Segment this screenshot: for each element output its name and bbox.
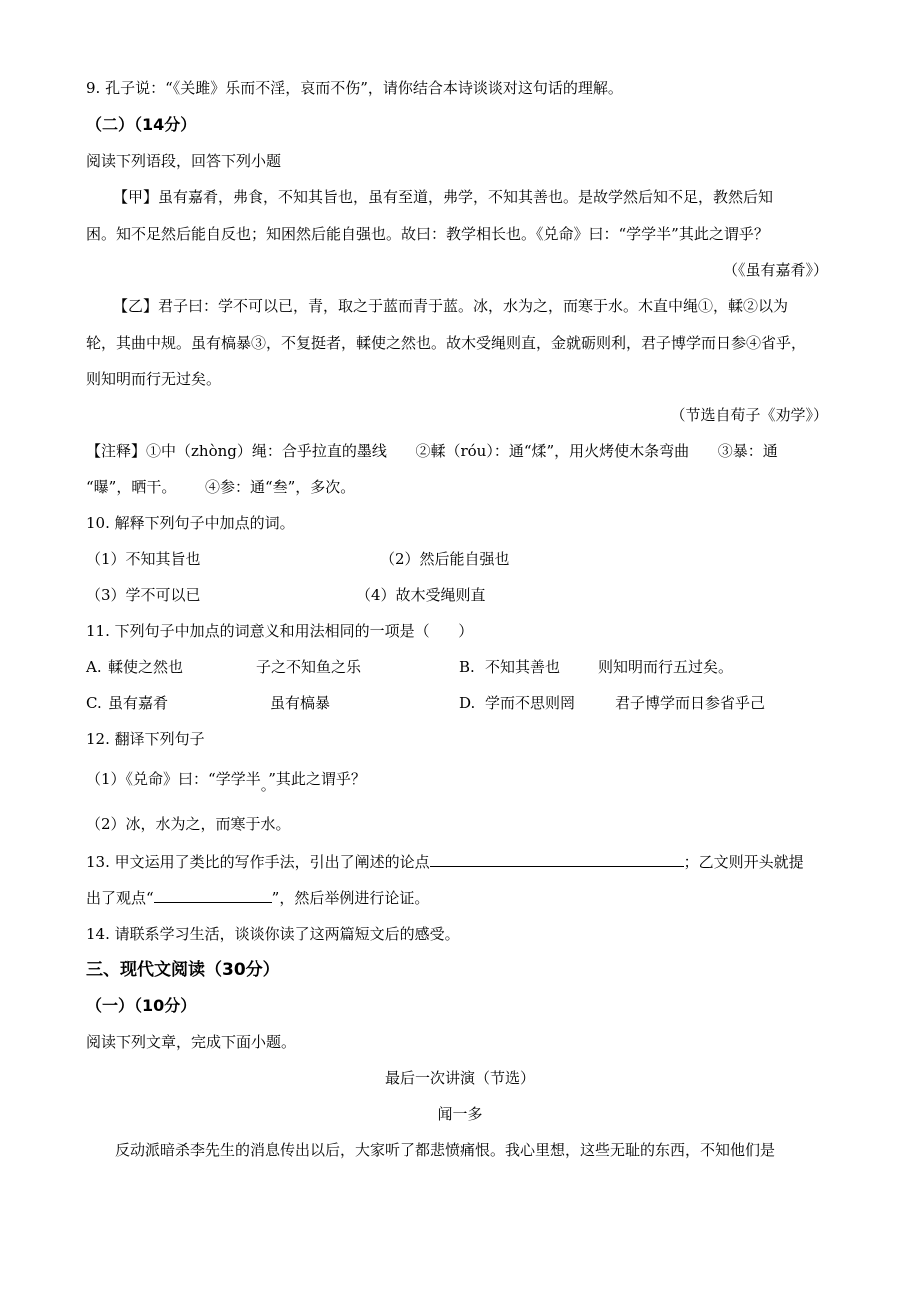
question-12-stem: 12. 翻译下列句子 [86,730,205,748]
passage-jia-line-2: 困。知不足然后能自反也；知困然后能自强也。故曰：教学相长也。《兑命》曰：“学学半”其此之谓乎？ [86,225,769,243]
option-d-sentence-2: 君子博学而日参省乎己 [615,694,766,712]
option-c-sentence-1: 虽有嘉肴 [108,694,169,712]
passage-yi-source: （节选自荀子《劝学》） [670,406,828,424]
question-12-sentence-1-end: ”其此之谓乎？ [268,770,366,788]
question-13-line-1 [86,851,804,872]
option-c-sentence-2: 虽有槁暴 [270,694,331,712]
question-13-text-4: ”，然后举例进行论证。 [271,889,430,907]
notes-line-1: 【注释】①中（zhòng）绳：合乎拉直的墨线 ②輮（róu）：通“煣”，用火烤使木条弯曲 ③暴：通 [86,442,778,460]
answer-blank-2[interactable] [154,887,272,903]
passage-yi-line-2: 轮，其曲中规。虽有槁暴③，不复挺者，輮使之然也。故木受绳则直，金就砺则利，君子博学而日参④省乎， [86,334,807,352]
passage-jia-line-1: 【甲】虽有嘉肴，弗食，不知其旨也，虽有至道，弗学，不知其善也。是故学然后知不足，教然后知 [113,188,774,206]
emphasis-dot: 。 [260,776,269,794]
question-10-item-4: （4）故木受绳则直 [356,586,486,604]
passage-yi-line-3: 则知明而行无过矣。 [86,370,222,388]
option-a-sentence-2: 子之不知鱼之乐 [256,658,362,676]
question-13-text-3: 出了观点“ [86,889,154,907]
option-a-sentence-1: 輮使之然也 [108,658,184,676]
question-14: 14. 请联系学习生活，谈谈你读了这两篇短文后的感受。 [86,925,460,943]
question-13-text-1: 13. 甲文运用了类比的写作手法，引出了阐述的论点 [86,853,430,871]
section-3-subheading: （一）（10分） [86,996,197,1015]
question-12-sentence-1-start: （1）《兑命》曰：“学学半 [86,770,261,788]
passage-jia-source: （《虽有嘉肴》） [722,261,828,279]
section-3-instruction: 阅读下列文章，完成下面小题。 [86,1033,297,1051]
option-b-letter: B. [459,658,475,676]
article-author: 闻一多 [437,1105,483,1123]
question-11-stem: 11. 下列句子中加点的词意义和用法相同的一项是（ ） [86,622,474,640]
question-10-item-1: （1）不知其旨也 [86,550,201,568]
notes-line-2: “曝”，晒干。 ④参：通“叁”，多次。 [86,478,356,496]
option-c-letter: C. [86,694,102,712]
passage-yi-line-1: 【乙】君子曰：学不可以已，青，取之于蓝而青于蓝。冰，水为之，而寒于水。木直中绳①，輮②以为 [113,297,789,315]
section-2-heading: （二）（14分） [86,115,197,134]
question-9: 9. 孔子说：“《关雎》乐而不淫，哀而不伤”，请你结合本诗谈谈对这句话的理解。 [86,79,623,97]
section-3-heading: 三、现代文阅读（30分） [86,960,280,980]
option-d-letter: D. [459,694,476,712]
question-13-text-2: ；乙文则开头就提 [683,853,804,871]
question-10-stem: 10. 解释下列句子中加点的词。 [86,514,295,532]
option-d-sentence-1: 学而不思则罔 [485,694,576,712]
option-b-sentence-2: 则知明而行五过矣。 [598,658,734,676]
question-10-item-2: （2）然后能自强也 [380,550,510,568]
option-b-sentence-1: 不知其善也 [485,658,561,676]
article-title: 最后一次讲演（节选） [384,1069,535,1087]
question-10-item-3: （3）学不可以已 [86,586,201,604]
section-2-instruction: 阅读下列语段，回答下列小题 [86,152,282,170]
question-12-sentence-1 [86,769,366,794]
answer-blank-1[interactable] [430,851,684,867]
option-a-letter: A. [86,658,102,676]
question-12-sentence-2: （2）冰，水为之，而寒于水。 [86,815,291,833]
question-13-line-2 [86,887,429,908]
article-body-line-1: 反动派暗杀李先生的消息传出以后，大家听了都悲愤痛恨。我心里想，这些无耻的东西，不知他们是 [115,1141,776,1159]
